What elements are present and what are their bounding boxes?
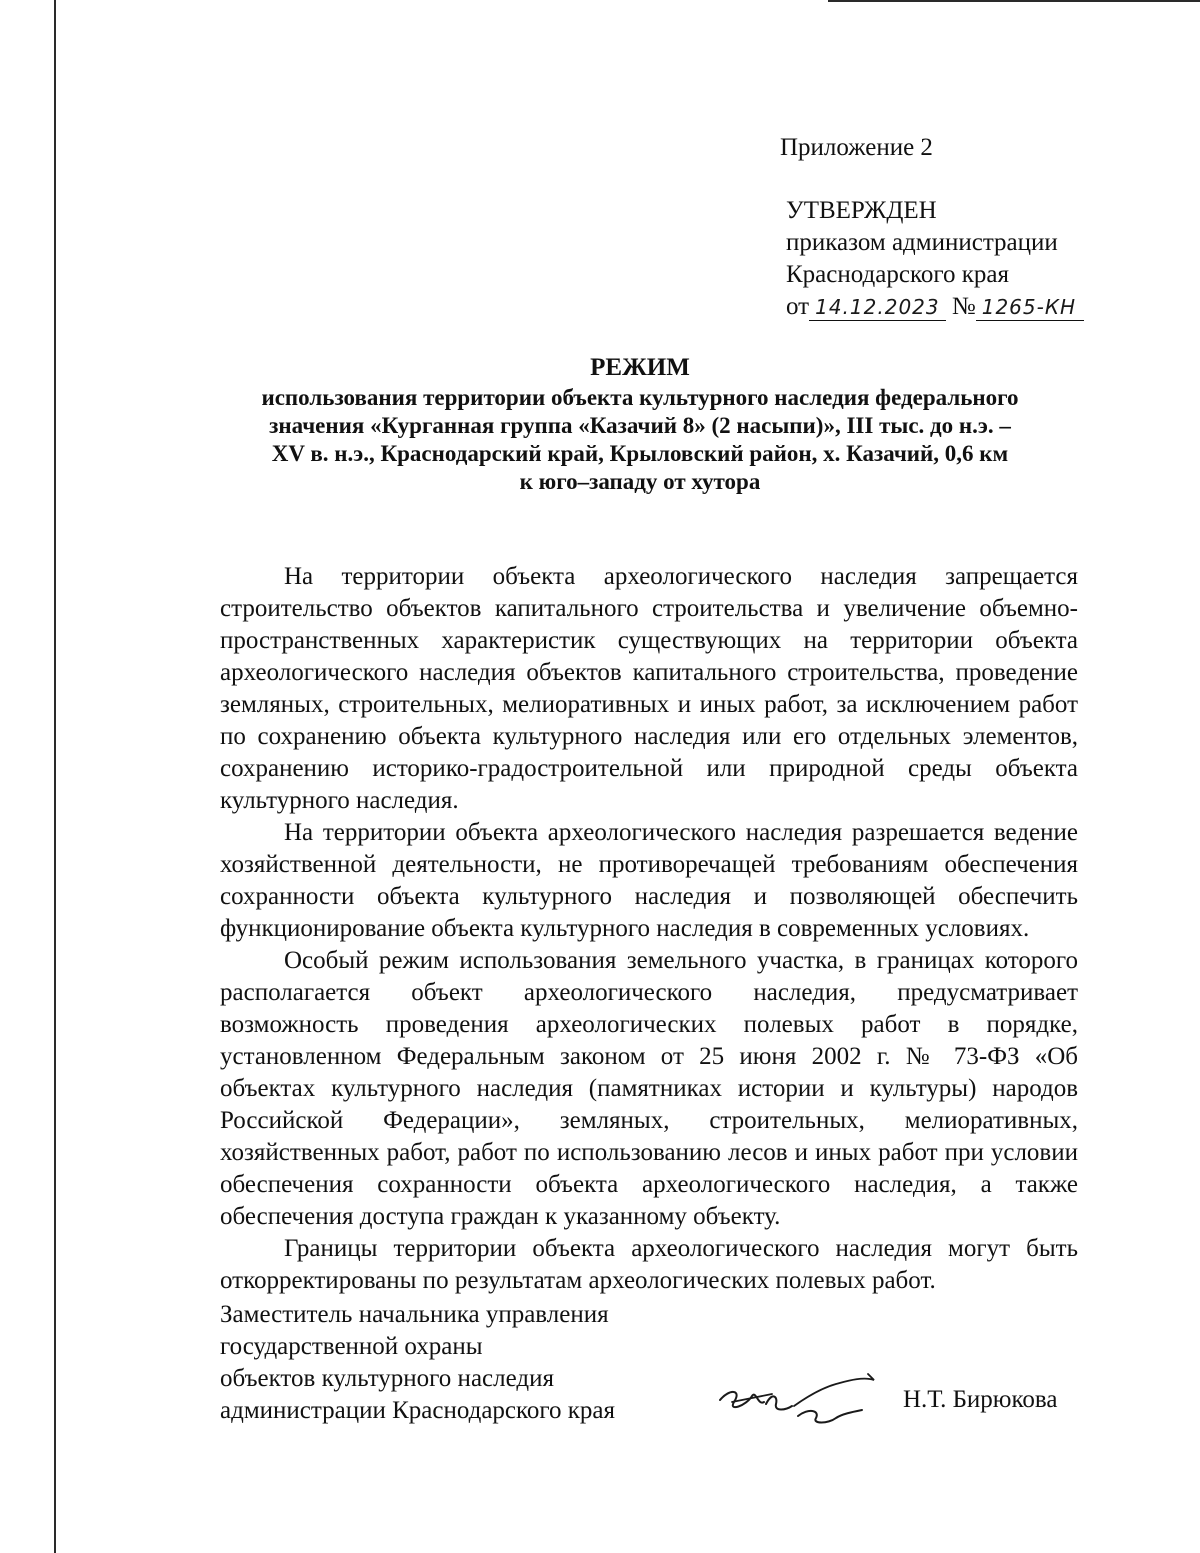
scan-edge-left: [54, 0, 56, 1553]
signer-position-line-2: государственной охраны: [220, 1333, 483, 1360]
order-date-number-line: [786, 291, 1084, 323]
signer-position-line-1: Заместитель начальника управления: [220, 1301, 609, 1328]
handwritten-signature-icon: [712, 1366, 882, 1436]
signer-name: Н.Т. Бирюкова: [903, 1386, 1058, 1413]
date-value: 14.12.2023: [809, 294, 946, 321]
appendix-label: Приложение 2: [780, 134, 933, 161]
approved-label: УТВЕРЖДЕН: [786, 197, 937, 224]
title-subtitle-line-2: значения «Курганная группа «Казачий 8» (2 насыпи)», III тыс. до н.э. –: [269, 413, 1011, 438]
number-value: 1265-КН: [976, 294, 1084, 321]
title-subtitle-line-1: использования территории объекта культурного наследия федерального: [261, 385, 1019, 410]
signature-graphic: [712, 1366, 882, 1436]
title-heading: РЕЖИМ: [590, 354, 690, 381]
signer-position: [220, 1299, 615, 1427]
approved-by-line-1: приказом администрации: [786, 229, 1058, 256]
document-body: [220, 561, 1078, 1297]
body-paragraph-3: Особый режим использования земельного участка, в границах которого располагается объект археологического наследия, предусматривает возможность проведения археологических полевых работ в порядке, установленном Федеральным законом от 25 июня 2002 г. № 73-ФЗ «Об объектах культурного наследия (памятниках истории и культуры) народов Российской Федерации», земляных, строительных, мелиоративных, хозяйственных работ, работ по использованию лесов и иных работ при условии обеспечения сохранности объекта археологического наследия, а также обеспечения доступа граждан к указанному объекту.: [220, 947, 1078, 1230]
approved-by-line-2: Краснодарского края: [786, 261, 1009, 288]
body-paragraph-1: На территории объекта археологического наследия запрещается строительство объектов капитального строительства и увеличение объемно-пространственных характеристик существующих на территории объекта археологического наследия объектов капитального строительства, проведение земляных, строительных, мелиоративных и иных работ, за исключением работ по сохранению объекта культурного наследия или его отдельных элементов, сохранению историко-градостроительной или природной среды объекта культурного наследия.: [220, 563, 1078, 814]
signer-position-line-3: объектов культурного наследия: [220, 1365, 554, 1392]
approval-block: [786, 195, 1084, 323]
body-paragraph-4: Границы территории объекта археологического наследия могут быть откорректированы по результатам археологических полевых работ.: [220, 1235, 1078, 1294]
date-prefix: от: [786, 293, 810, 320]
number-prefix: №: [951, 293, 976, 320]
title-subtitle-line-3: XV в. н.э., Краснодарский край, Крыловский район, х. Казачий, 0,6 км: [271, 441, 1009, 466]
document-title: [200, 352, 1080, 496]
signer-position-line-4: администрации Краснодарского края: [220, 1397, 616, 1424]
scan-edge-top: [828, 0, 1200, 2]
title-subtitle-line-4: к юго–западу от хутора: [519, 469, 761, 494]
body-paragraph-2: На территории объекта археологического наследия разрешается ведение хозяйственной деятельности, не противоречащей требованиям обеспечения сохранности объекта культурного наследия и позволяющей обеспечить функционирование объекта культурного наследия в современных условиях.: [220, 819, 1078, 942]
